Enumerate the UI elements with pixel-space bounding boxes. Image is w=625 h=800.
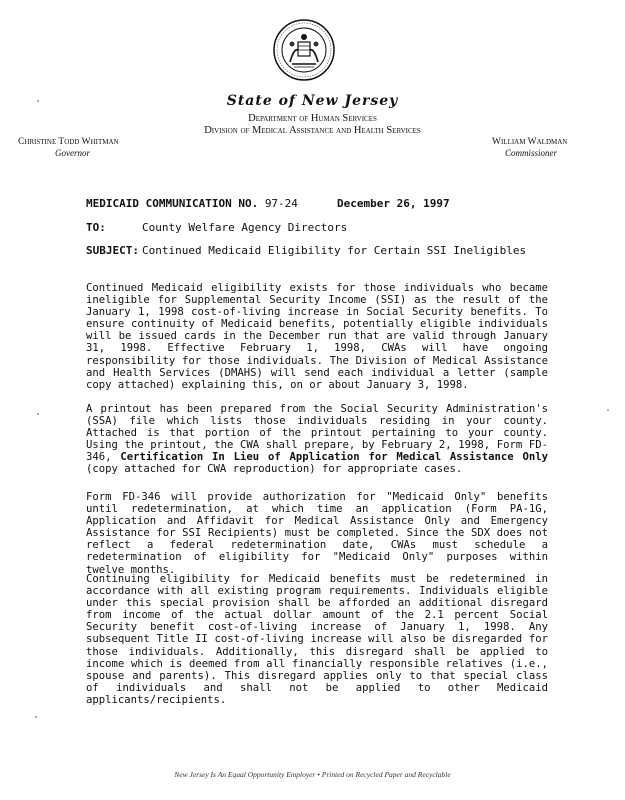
- communication-number: 97-24: [264, 197, 298, 210]
- scan-speck: [37, 100, 39, 102]
- to-line: [86, 221, 347, 234]
- scan-speck: [607, 409, 609, 411]
- governor-title: Governor: [55, 148, 90, 158]
- division-name: Division of Medical Assistance and Health Services: [204, 125, 421, 136]
- state-seal-icon: [272, 18, 336, 82]
- paragraph-2-text-a: A printout has been prepared from the Social Security Administration's (SSA) file which lists those individuals residing in your county. Attached is that portion of the printout pertaining to your county. Using the printout, the CWA shall prepare, by February 2, 1998, Form FD-346,: [86, 403, 548, 464]
- paragraph-2-text-b: (copy attached for CWA reproduction) for appropriate cases.: [86, 463, 463, 476]
- department-name: Department of Human Services: [248, 113, 377, 124]
- paragraph-3: Form FD-346 will provide authorization for "Medicaid Only" benefits until redetermination, at which time an application (Form PA-1G, Application and Affidavit for Medical Assistance Only and Emergency Assistance for SSI Recipients) must be completed. Since the SDX does not reflect a federal redetermination date, CWAs must schedule a redetermination of eligibility for "Medicaid Only" purposes within twelve months.: [86, 491, 548, 576]
- paragraph-2: [86, 403, 548, 476]
- subject-value: Continued Medicaid Eligibility for Certain SSI Ineligibles: [142, 244, 527, 257]
- state-title: State of New Jersey: [226, 93, 399, 109]
- scan-speck: [35, 716, 37, 718]
- subject-label: SUBJECT:: [86, 244, 139, 257]
- paragraph-1: Continued Medicaid eligibility exists for those individuals who became ineligible for Supplemental Security Income (SSI) as the result of the January 1, 1998 cost-of-living increase in Social Security benefits. To ensure continuity of Medicaid benefits, potentially eligible individuals will be issued cards in the December run that are valid through January 31, 1998. Effective February 1, 1998, CWAs will have ongoing responsibility for those individuals. The Division of Medical Assistance and Health Services (DMAHS) will send each individual a letter (sample copy attached) explaining this, on or about January 3, 1998.: [86, 282, 548, 391]
- to-label: TO:: [86, 221, 106, 234]
- communication-line: [86, 197, 298, 210]
- paragraph-4: Continuing eligibility for Medicaid benefits must be redetermined in accordance with all existing program requirements. Individuals eligible under this special provision shall be afforded an additional disregard from income of the actual dollar amount of the 2.1 percent Social Security benefit cost-of-living increase of January 1, 1998. Any subsequent Title II cost-of-living increase will also be disregarded for those individuals. Additionally, this disregard shall be applied to income which is deemed from all financially responsible relatives (i.e., spouse and parents). This disregard applies only to that special class of individuals and shall not be applied to other Medicaid applicants/recipients.: [86, 573, 548, 706]
- form-title-emphasis: Certification In Lieu of Application for Medical Assistance Only: [120, 451, 548, 464]
- scan-speck: [37, 413, 39, 415]
- to-value: County Welfare Agency Directors: [142, 221, 348, 234]
- footer-note: New Jersey Is An Equal Opportunity Employer • Printed on Recycled Paper and Recyclable: [174, 770, 451, 779]
- governor-name: Christine Todd Whitman: [18, 137, 119, 147]
- commissioner-name: William Waldman: [492, 137, 568, 147]
- memo-date: December 26, 1997: [337, 197, 450, 210]
- commissioner-title: Commissioner: [505, 148, 558, 158]
- subject-line: [86, 244, 526, 257]
- communication-label: MEDICAID COMMUNICATION NO.: [86, 197, 259, 210]
